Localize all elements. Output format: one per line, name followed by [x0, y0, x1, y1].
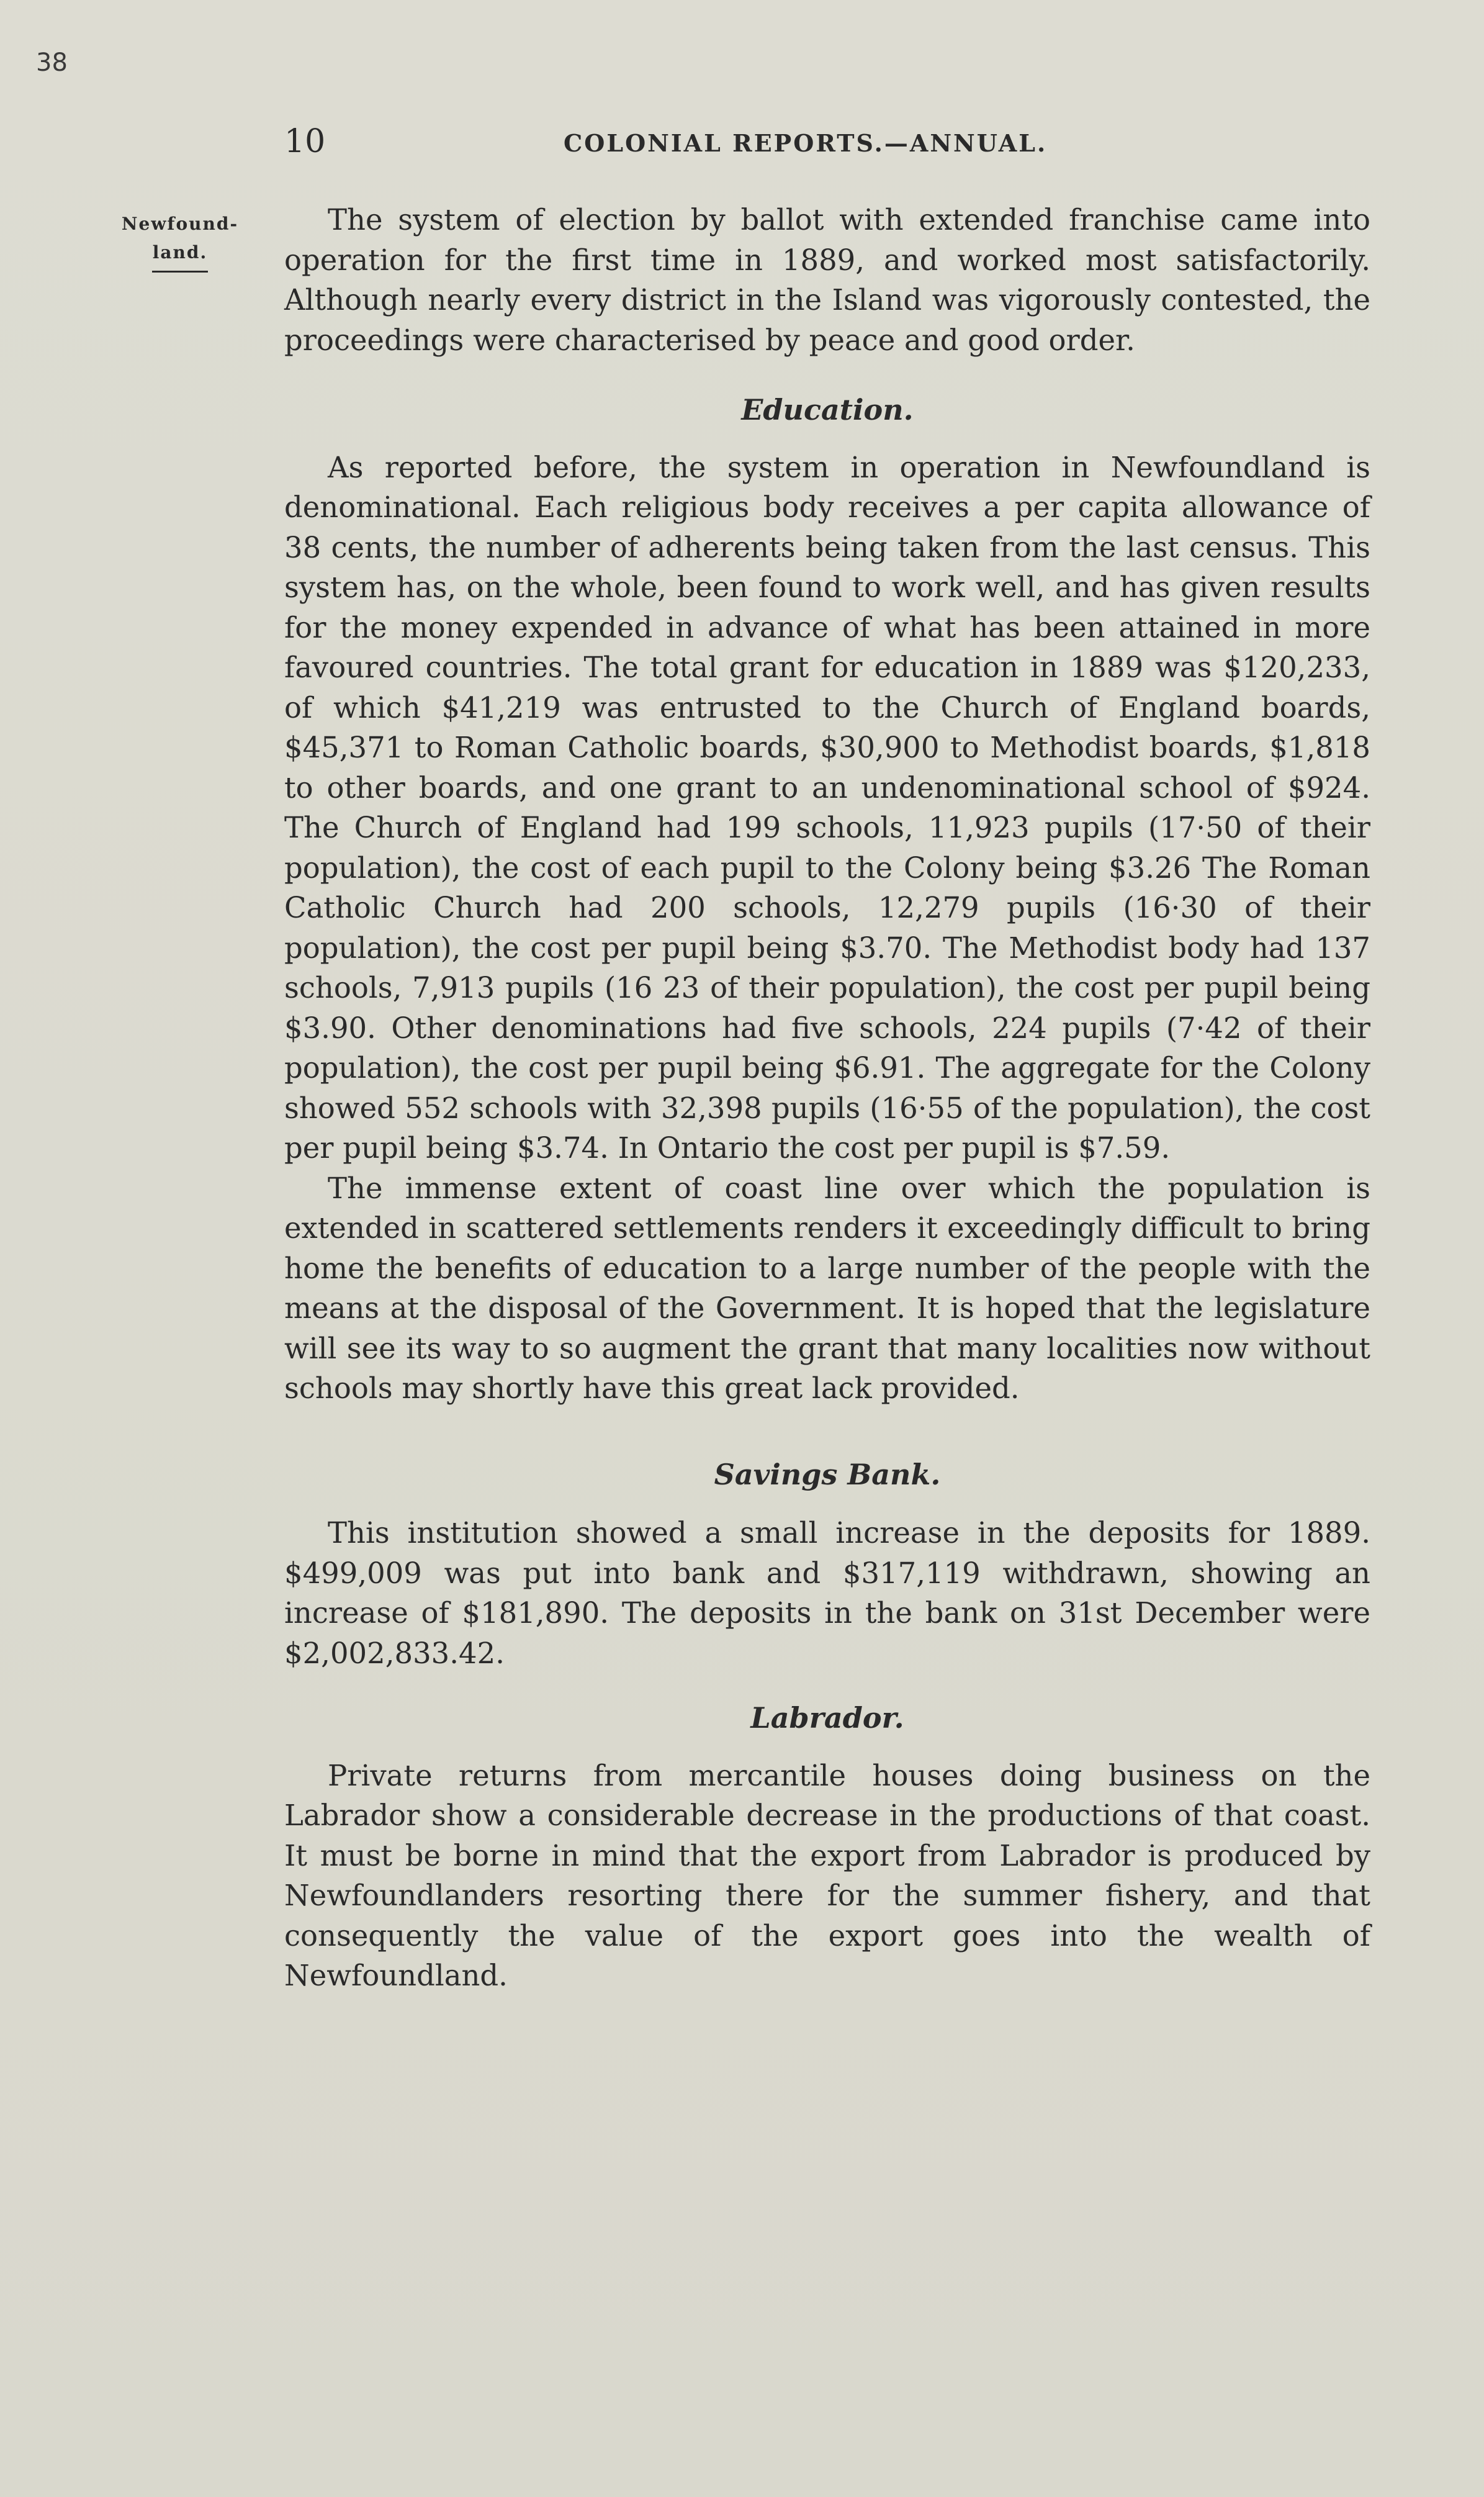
heading-labrador: Labrador. — [750, 1701, 904, 1735]
body-text — [284, 200, 1370, 1996]
paragraph-savings-bank: This institution showed a small increase in the deposits for 1889. $499,009 was put into bank and $317,119 withdrawn, showing an increase of $181,890. The deposits in the bank on 31st December were $2,002,833.42. — [284, 1516, 1370, 1670]
heading-education: Education. — [741, 393, 914, 427]
page-header — [284, 123, 1377, 160]
paragraph-education-1: As reported before, the system in operation in Newfoundland is denominational. Each religious body receives a per capita allowance of 38 cents, the number of adherents being taken from the last census. This system has, on the whole, been found to work well, and has given results for the money expended in advance of what has been attained in more favoured countries. The total grant for education in 1889 was $120,233, of which $41,219 was entrusted to the Church of England boards, $45,371 to Roman Catholic boards, $30,900 to Methodist boards, $1,818 to other boards, and one grant to an undenominational school of $924. The Church of England had 199 schools, 11,923 pupils (17·50 of their population), the cost of each pupil to the Colony being $3.26 The Roman Catholic Church had 200 schools, 12,279 pupils (16·30 of their population), the cost per pupil being $3.70. The Methodist body had 137 schools, 7,913 pupils (16 23 of their population), the cost per pupil being $3.90. Other denominations had five schools, 224 pupils (7·42 of their population), the cost per pupil being $6.91. The aggregate for the Colony showed 552 schools with 32,398 pupils (16·55 of the population), the cost per pupil being $3.74. In Ontario the cost per pupil is $7.59. — [284, 450, 1370, 1165]
scan-page-label: 38 — [36, 48, 68, 77]
paragraph-education-2: The immense extent of coast line over which the population is extended in scattered settlements renders it exceedingly difficult to bring home the benefits of education to a large number of the people with the means at the disposal of the Government. It is hoped that the legislature will see its way to so augment the grant that many localities now without schools may shortly have this great lack provided. — [284, 1171, 1370, 1405]
page-number: 10 — [284, 123, 326, 160]
paragraph-election: The system of election by ballot with extended franchise came into operation for the first time in 1889, and worked most satisfactorily. Although nearly every district in the Island was vigorously contested, the proceedings were characterised by peace and good order. — [284, 203, 1370, 357]
paragraph-labrador: Private returns from mercantile houses doing business on the Labrador show a considerable decrease in the productions of that coast. It must be borne in mind that the export from Labrador is produced by Newfoundlanders resorting there for the summer fishery, and that consequently the value of the export goes into the wealth of Newfoundland. — [284, 1758, 1370, 1992]
margin-note — [93, 210, 267, 273]
margin-note-rule — [152, 271, 208, 273]
running-title: COLONIAL REPORTS.—ANNUAL. — [564, 129, 1048, 157]
margin-note-line-1: Newfound- — [121, 214, 239, 234]
heading-savings-bank: Savings Bank. — [714, 1457, 941, 1491]
margin-note-line-2: land. — [152, 242, 208, 263]
